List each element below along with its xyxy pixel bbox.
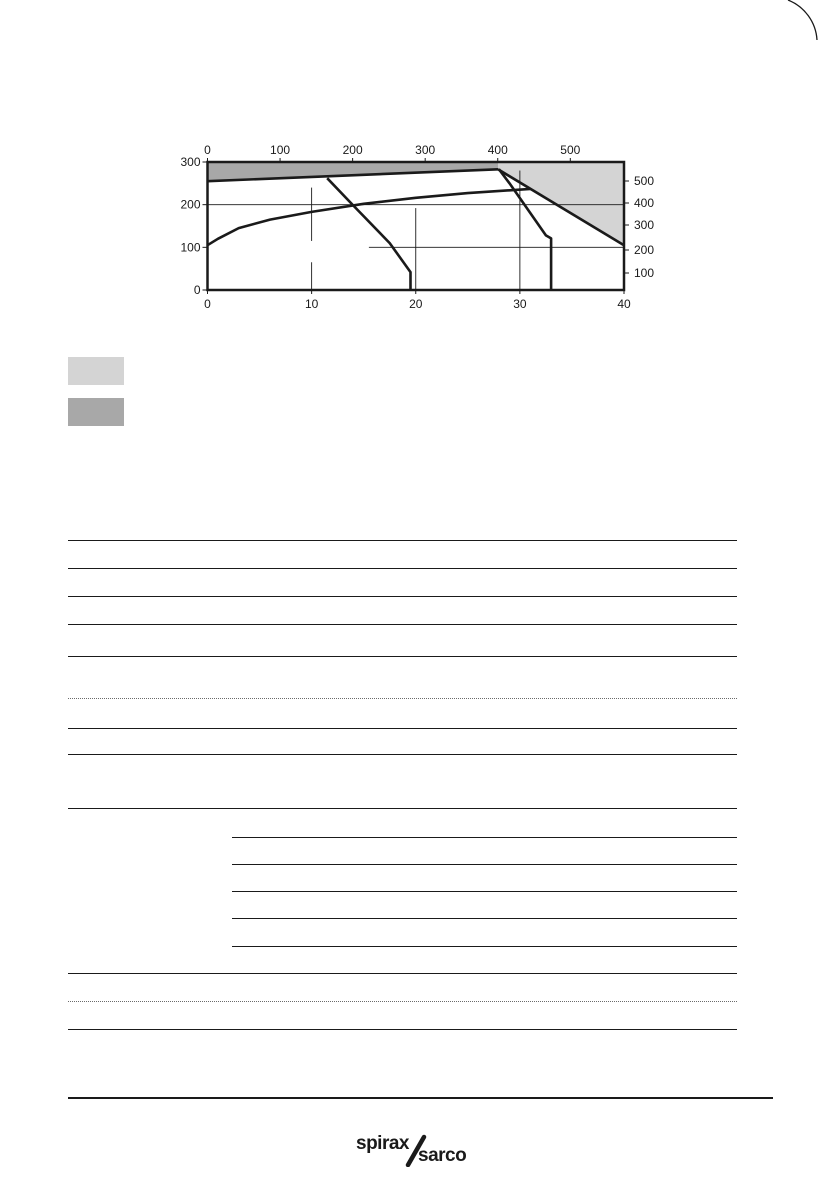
y-right-tick-label: 500: [634, 174, 655, 188]
x-bottom-tick-label: 10: [304, 297, 319, 311]
table-row-rule: [68, 808, 737, 809]
table-row-rule: [68, 1029, 737, 1030]
table-row-rule: [68, 568, 737, 569]
y-right-tick-label: 400: [634, 196, 655, 210]
logo-word-bottom: sarco: [418, 1145, 467, 1166]
y-left-tick-label: 300: [180, 155, 201, 169]
table-row-rule: [68, 728, 737, 729]
table-row-rule: [232, 891, 737, 892]
table-row-rule: [232, 946, 737, 947]
x-bottom-tick-label: 20: [409, 297, 423, 311]
table-row-rule: [68, 1001, 737, 1002]
logo-word-top: spirax: [356, 1133, 409, 1154]
table-row-rule: [232, 837, 737, 838]
series-curve-2: [327, 178, 410, 290]
y-left-tick-label: 200: [180, 197, 201, 212]
y-right-tick-label: 300: [634, 218, 655, 232]
table-row-rule: [232, 864, 737, 865]
x-bottom-tick-label: 0: [204, 297, 211, 311]
table-row-rule: [68, 540, 737, 541]
x-top-tick-label: 400: [487, 143, 508, 157]
page-corner-mark: [0, 0, 839, 80]
x-top-tick-label: 0: [204, 143, 211, 157]
y-left-tick-label: 0: [193, 283, 201, 297]
table-row-rule: [68, 698, 737, 699]
footer-rule: [68, 1097, 773, 1099]
specification-table: [68, 540, 737, 1030]
y-left-tick-label: 100: [180, 240, 201, 255]
spirax-sarco-logo: [356, 1133, 486, 1169]
legend-swatch-light: [68, 357, 124, 385]
legend-swatch-dark: [68, 398, 124, 426]
table-row-rule: [68, 656, 737, 657]
table-row-rule: [68, 973, 737, 974]
x-top-tick-label: 300: [415, 143, 436, 157]
x-bottom-tick-label: 30: [513, 297, 527, 311]
table-row-rule: [68, 596, 737, 597]
y-right-tick-label: 200: [634, 243, 655, 257]
table-row-rule: [232, 918, 737, 919]
x-top-tick-label: 500: [560, 143, 581, 157]
x-top-tick-label: 200: [342, 143, 363, 157]
table-row-rule: [68, 754, 737, 755]
x-top-tick-label: 100: [270, 143, 291, 157]
series-curve-1: [208, 189, 531, 245]
y-right-tick-label: 100: [634, 266, 655, 280]
x-bottom-tick-label: 40: [617, 297, 631, 311]
table-row-rule: [68, 624, 737, 625]
pressure-temperature-chart: [160, 136, 660, 316]
